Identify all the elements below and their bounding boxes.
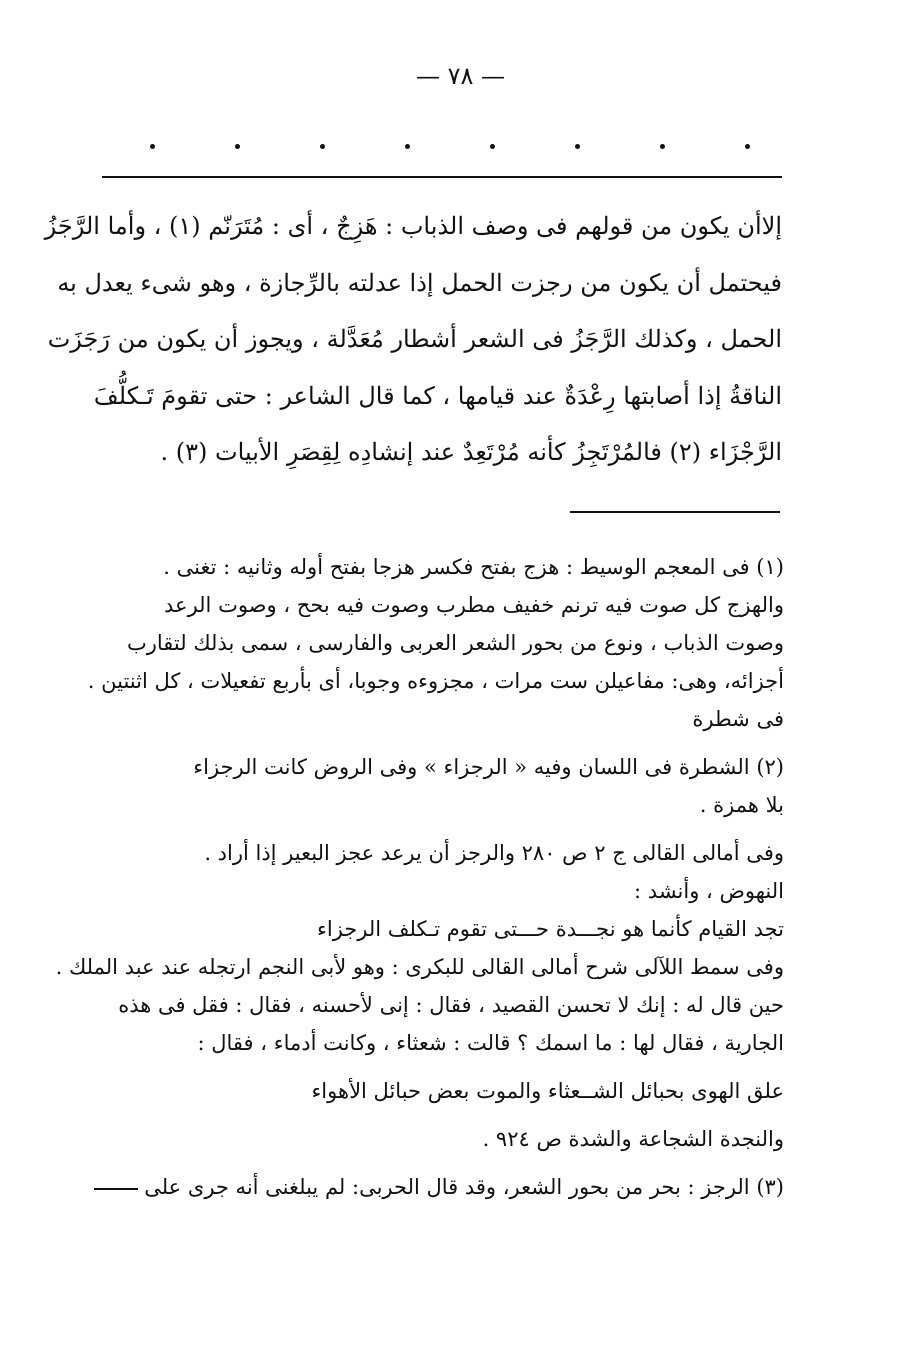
footnote-line: وفى أمالى القالى ج ٢ ص ٢٨٠ والرجز أن يرعد عجز البعير إذا أراد . [204, 841, 784, 865]
footnote-line: الجارية ، فقال لها : ما اسمك ؟ قالت : شعثاء ، وكانت أدماء ، فقال : [197, 1031, 784, 1055]
footnote-2 [108, 748, 784, 824]
separator-dots [150, 134, 750, 158]
footnote-line: والهزج كل صوت فيه ترنم خفيف مطرب وصوت فيه بحح ، وصوت الرعد [164, 593, 784, 617]
footnote-line: فى شطرة [692, 707, 784, 731]
footnote-1 [87, 548, 784, 738]
dot [575, 144, 580, 149]
footnote-line: (٢) الشطرة فى اللسان وفيه « الرجزاء » وفى الروض كانت الرجزاء [193, 755, 784, 779]
main-text-line: إلاأن يكون من قولهم فى وصف الذباب : هَزِجٌ ، أى : مُتَرَنّم (١) ، وأما الرَّجَزُ [44, 212, 782, 240]
amali-note [108, 834, 784, 910]
main-text-line: فيحتمل أن يكون من رجزت الحمل إذا عدلته بالرِّجازة ، وهو شىء يعدل به [57, 268, 782, 297]
footnote-3 [108, 1168, 784, 1206]
dot [150, 144, 155, 149]
samt-note [55, 948, 784, 1062]
main-text-line: الناقةُ إذا أصابتها رِعْدَةٌ عند قيامها ، كما قال الشاعر : حتى تقومَ تَـكلُّفَ [93, 381, 782, 410]
verse-line: علق الهوى بحبائل الشــعثاء والموت بعض حبائل الأهواء [311, 1079, 784, 1103]
verse-line: تجد القيام كأنما هو نجـــدة حـــتى تقوم تـكلف الرجزاء [317, 917, 784, 941]
footnote-line: وفى سمط اللآلى شرح أمالى القالى للبكرى : وهو لأبى النجم ارتجله عند عبد الملك . [55, 955, 784, 979]
top-rule [102, 176, 782, 178]
footnote-line: بلا همزة . [699, 793, 784, 817]
dot [235, 144, 240, 149]
dot [660, 144, 665, 149]
dot [745, 144, 750, 149]
footnote-line: النهوض ، وأنشد : [634, 879, 784, 903]
footnote-line: والنجدة الشجاعة والشدة ص ٩٢٤ . [482, 1127, 784, 1151]
main-paragraph [44, 198, 782, 481]
footnote-line: (٣) الرجز : بحر من بحور الشعر، وقد قال الحربى: لم يبلغنى أنه جرى على [144, 1175, 784, 1199]
main-text-line: الرَّجْزَاء (٢) فالمُرْتَجِزُ كأنه مُرْتَعِدٌ عند إنشادِه لِقِصَرِ الأبيات (٣) . [160, 438, 782, 466]
footnote-line: وصوت الذباب ، ونوع من بحور الشعر العربى والفارسى ، سمى بذلك لتقارب [127, 631, 784, 655]
dot [405, 144, 410, 149]
main-text-line: الحمل ، وكذلك الرَّجَزُ فى الشعر أشطار مُعَدَّلة ، ويجوز أن يكون من رَجَزَت [47, 325, 782, 353]
continuation-dash [94, 1188, 138, 1190]
footnotes [55, 548, 784, 1206]
footnote-line: (١) فى المعجم الوسيط : هزج بفتح فكسر هزجا بفتح أوله وثانيه : تغنى . [163, 555, 784, 579]
footnote-line: حين قال له : إنك لا تحسن القصيد ، فقال : إنى لأحسنه ، فقال : فقل فى هذه [118, 993, 784, 1017]
footnote-separator [570, 511, 780, 513]
dot [490, 144, 495, 149]
dot [320, 144, 325, 149]
footnote-line: أجزائه، وهى: مفاعيلن ست مرات ، مجزوءه وجوبا، أى بأربع تفعيلات ، كل اثنتين . [87, 669, 784, 693]
page-number: — ٧٨ — [415, 62, 506, 90]
